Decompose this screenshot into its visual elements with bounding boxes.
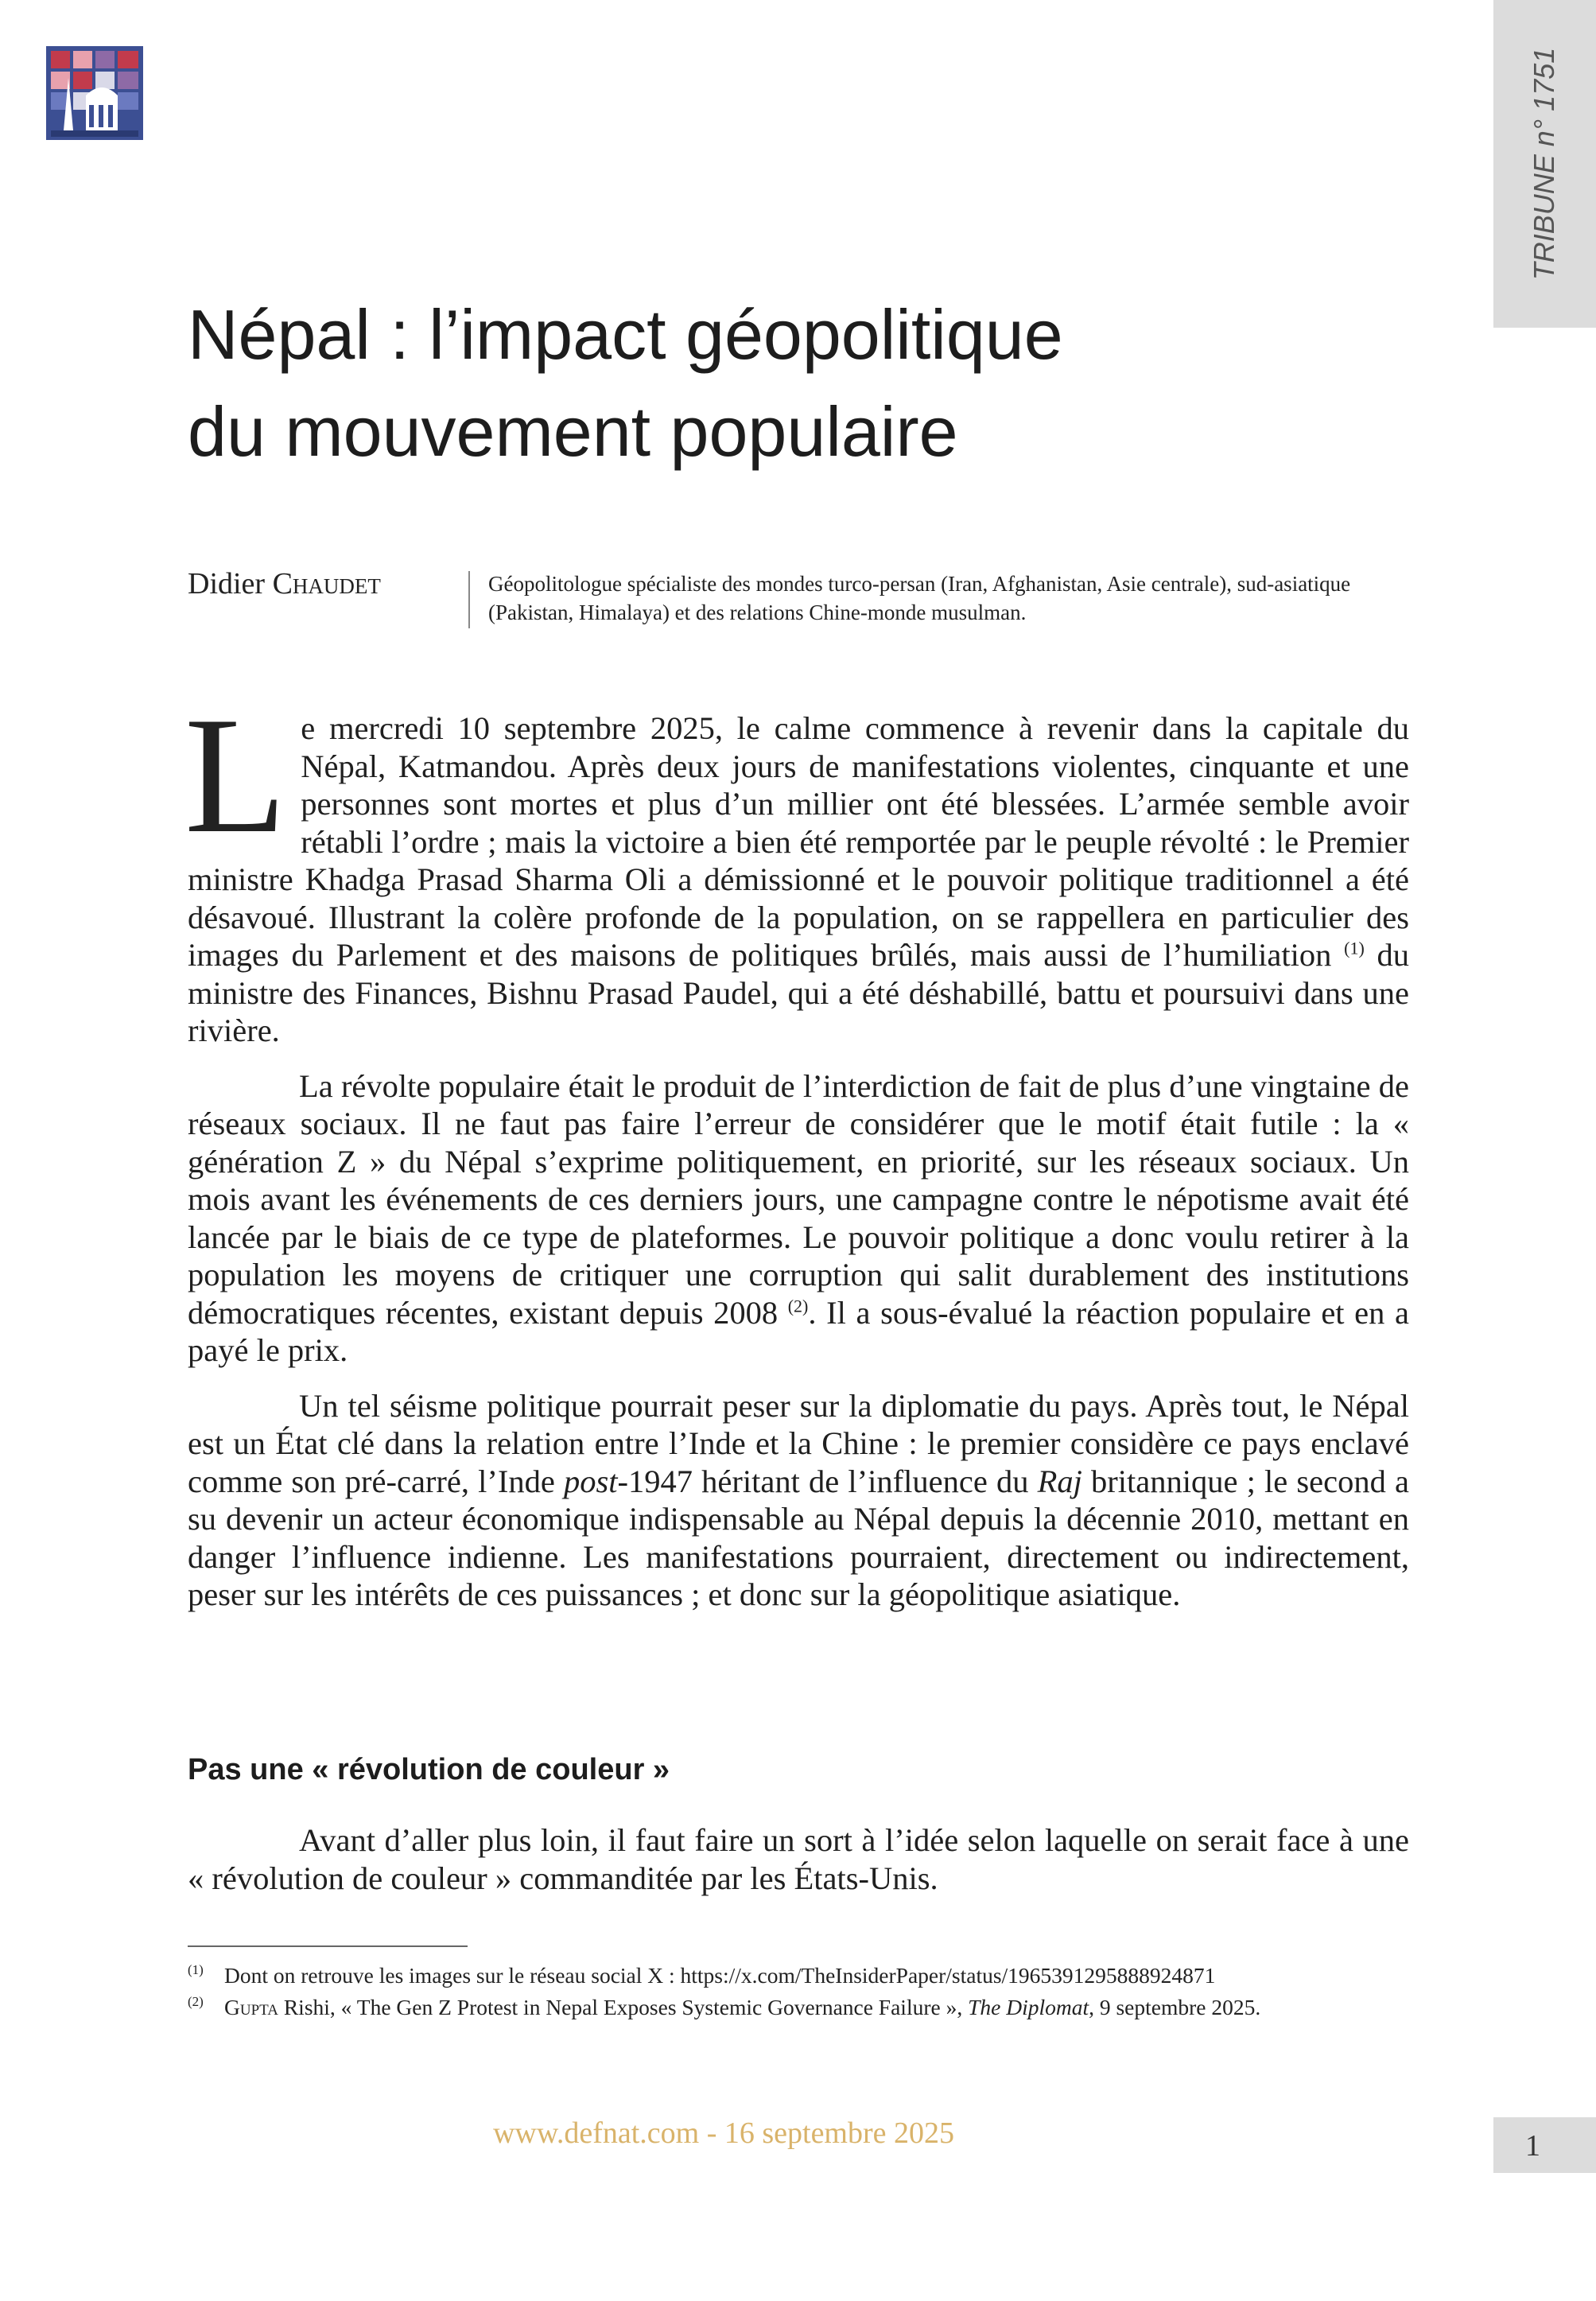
article-body — [184, 683, 1410, 1631]
tribune-label: TRIBUNE n° 1751 — [1528, 47, 1560, 281]
paragraph-2-text: La révolte populaire était le produit de l’interdiction de fait de plus d’une vingtaine de réseaux sociaux. Il ne faut pas faire l’erreur de considérer que le motif était futile : la « génération Z » du Népal s’exprime politiquement, en priorité, sur les réseaux sociaux. Un mois avant les événements de ces derniers jours, une campagne contre le népotisme avait été lancée par le biais de ce type de plateformes. Le pouvoir politique a donc voulu retirer à la population les moyens de critiquer une corruption qui salit durablement des institutions démocratiques récentes, existant depuis 2008 — [188, 1067, 1409, 1331]
footnote-2-publication: The Diplomat — [968, 1995, 1089, 2019]
paragraph-3-part-3: britannique ; le second a su devenir un acteur économique indispensable au Népal depuis la décennie 2010, mettant en danger l’influence indienne. Les manifestations pourraient, directement ou indirectement, peser sur les intérêts de ces puissances ; et donc sur la géopolitique asiatique. — [188, 1463, 1409, 1612]
footnote-2-number: (2) — [188, 1994, 204, 2009]
page-number-tab — [1493, 2117, 1596, 2173]
tribune-tab — [1493, 0, 1596, 328]
publication-logo — [46, 46, 143, 140]
paragraph-2-text-end: . Il a sous-évalué la réaction populaire et en a payé le prix. — [188, 1294, 1409, 1368]
footnote-2-author-surname: Gupta — [224, 1995, 278, 2019]
drop-cap: L — [184, 683, 287, 868]
footnote-ref-1[interactable]: (1) — [1344, 938, 1365, 958]
paragraph-2 — [188, 1067, 1409, 1370]
author-divider — [468, 571, 470, 628]
footer-url-date[interactable]: www.defnat.com - 16 septembre 2025 — [492, 2116, 955, 2150]
paragraph-4: Avant d’aller plus loin, il faut faire un sort à l’idée selon laquelle on serait face à une « révolution de couleur » commanditée par les États-Unis. — [188, 1822, 1409, 1896]
footnote-ref-2[interactable]: (2) — [787, 1296, 809, 1316]
footnote-1-number: (1) — [188, 1962, 204, 1977]
footnotes — [188, 1960, 1428, 2023]
paragraph-3-part-1: Un tel séisme politique pourrait peser sur la diplomatie du pays. Après tout, le Népal est un État clé dans la relation entre l’Inde et la Chine : le premier considère ce pays enclavé comme son pré-carré, l’Inde — [188, 1387, 1409, 1499]
paragraph-3-italic-post: post — [564, 1463, 618, 1499]
paragraph-3-part-2: -1947 héritant de l’influence du — [617, 1463, 1038, 1499]
title-line-2: du mouvement populaire — [188, 392, 958, 471]
footnote-2-author-rest: Rishi, « The Gen Z Protest in Nepal Exposes Systemic Governance Failure », — [278, 1995, 969, 2019]
article-body-continued — [188, 1821, 1409, 1897]
paragraph-1 — [184, 683, 1410, 1050]
page-title — [188, 286, 1380, 480]
section-heading: Pas une « révolution de couleur » — [188, 1753, 670, 1786]
paragraph-3 — [188, 1387, 1409, 1614]
footnote-2-text — [224, 1992, 1260, 2023]
author-description: Géopolitologue spécialiste des mondes turco-persan (Iran, Afghanistan, Asie centrale), sud-asiatique (Pakistan, Himalaya) et des relations Chine-monde musulman. — [488, 572, 1351, 624]
paragraph-3-italic-raj: Raj — [1037, 1463, 1082, 1499]
paragraph-1-text-end: du ministre des Finances, Bishnu Prasad Paudel, qui a été déshabillé, battu et poursuivi dans une rivière. — [188, 937, 1410, 1048]
author-last-name: Chaudet — [272, 567, 381, 601]
title-line-1: Népal : l’impact géopolitique — [188, 295, 1063, 374]
author-first-name: Didier — [188, 567, 266, 601]
footnote-2-date: , 9 septembre 2025. — [1089, 1995, 1261, 2019]
footnote-divider — [188, 1945, 468, 1947]
author-name — [188, 566, 381, 601]
footnote-1-text[interactable]: Dont on retrouve les images sur le réseau social X : https://x.com/TheInsiderPaper/status/1965391295888924871 — [224, 1963, 1216, 1988]
footnote-1 — [188, 1960, 1428, 1992]
paragraph-1-text: e mercredi 10 septembre 2025, le calme commence à revenir dans la capitale du Népal, Katmandou. Après deux jours de manifestations violentes, cinquante et une personnes sont mortes et plus d’un millier ont été blessées. L’armée semble avoir rétabli l’ordre ; mais la victoire a bien été remportée par le peuple révolté : le Premier ministre Khadga Prasad Sharma Oli a démissionné et le pouvoir politique traditionnel a été désavoué. Illustrant la colère profonde de la population, on se rappellera en particulier des images du Parlement et des maisons de politiques brûlés, mais aussi de l’humiliation — [188, 710, 1409, 973]
page-number: 1 — [1525, 2129, 1540, 2163]
footnote-2 — [188, 1992, 1428, 2023]
